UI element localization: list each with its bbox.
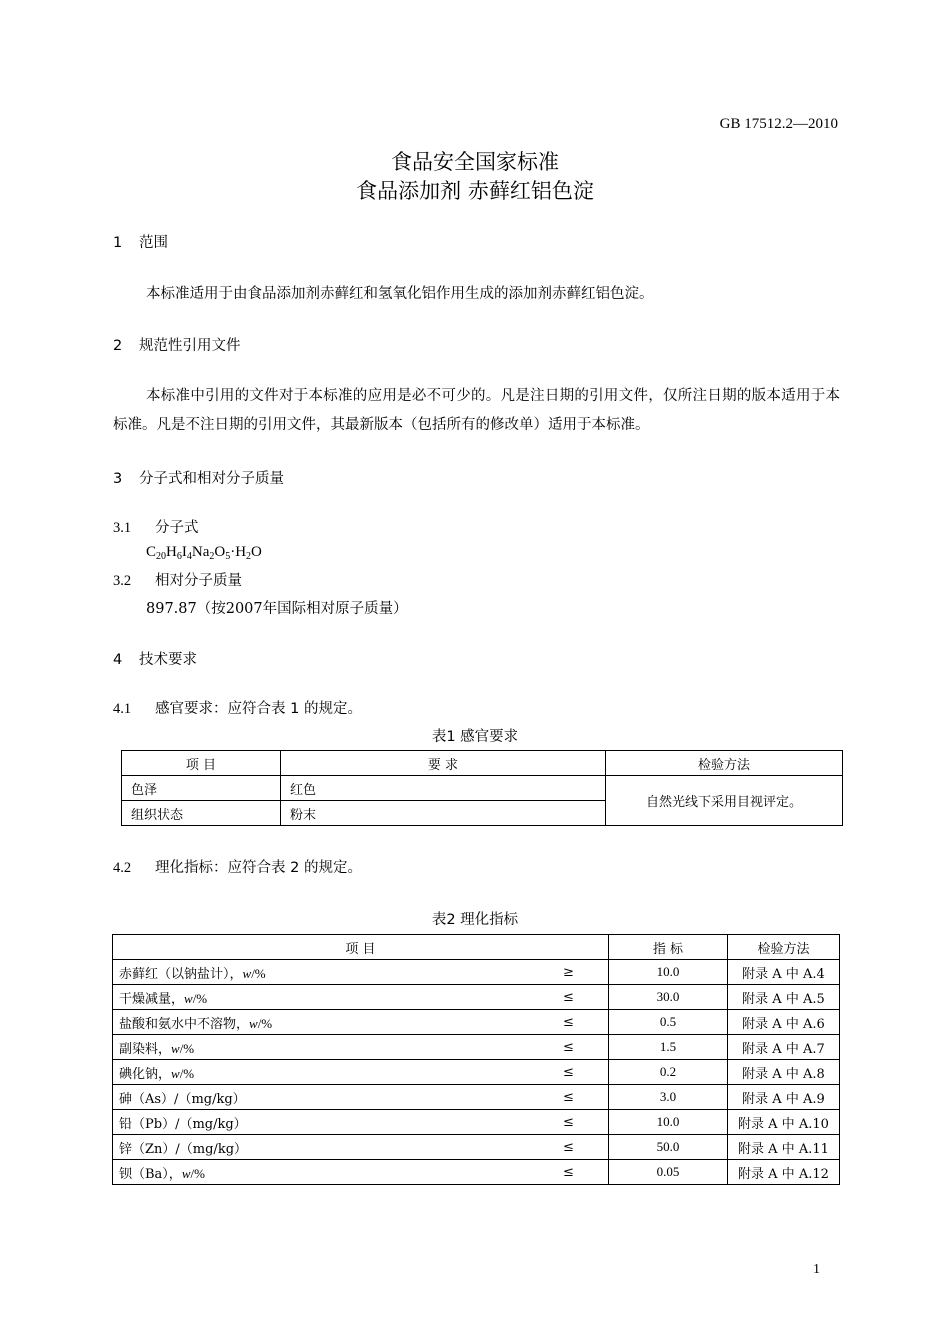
section-number: 3.2 <box>113 573 132 589</box>
table-cell-value: 1.5 <box>608 1035 727 1060</box>
table-header: 项 目 <box>122 751 281 776</box>
section-number: 1 <box>113 235 123 251</box>
table-cell: 粉末 <box>281 801 606 826</box>
page-number: 1 <box>813 1262 820 1277</box>
table-row <box>113 1135 840 1160</box>
table-cell-value: 0.5 <box>608 1010 727 1035</box>
section-number: 3 <box>113 471 123 487</box>
table-cell-item <box>113 1160 484 1185</box>
item-name: 干燥减量， <box>119 991 185 1007</box>
section-3-1-heading <box>113 516 199 537</box>
item-symbol: w <box>249 1015 258 1031</box>
item-name: 砷（As）/（mg/kg） <box>119 1091 246 1107</box>
table-cell-item <box>113 1060 484 1085</box>
section-4-heading <box>113 648 197 669</box>
table1 <box>121 750 843 826</box>
table-cell-method: 自然光线下采用目视评定。 <box>606 776 843 826</box>
table2-caption: 表2 理化指标 <box>431 912 519 928</box>
table-cell-operator: ≤ <box>484 1060 609 1085</box>
table-cell-value: 10.0 <box>608 1110 727 1135</box>
table-cell-item <box>113 1110 484 1135</box>
section-number: 4.1 <box>113 701 132 717</box>
section-1-heading <box>113 231 168 252</box>
table-cell-value: 10.0 <box>608 960 727 985</box>
section-1-text <box>113 280 838 309</box>
table-cell-method: 附录 A 中 A.12 <box>727 1160 839 1185</box>
section-number: 2 <box>113 338 123 354</box>
table-cell: 组织状态 <box>122 801 281 826</box>
section-title: 规范性引用文件 <box>139 338 241 354</box>
table-row <box>113 1085 840 1110</box>
section-2-heading <box>113 334 241 355</box>
section-3-heading <box>113 467 284 488</box>
table-header: 指 标 <box>608 935 727 960</box>
item-symbol: w <box>184 990 193 1006</box>
table-cell-item <box>113 1010 484 1035</box>
section-2-text <box>113 382 840 440</box>
item-symbol: w <box>171 1040 180 1056</box>
item-unit: /% <box>257 1015 273 1031</box>
section-4-1-heading <box>113 697 362 718</box>
section-number: 4 <box>113 652 123 668</box>
item-name: 锌（Zn）/（mg/kg） <box>119 1141 248 1157</box>
section-3-2-heading <box>113 569 242 590</box>
table-cell-value: 50.0 <box>608 1135 727 1160</box>
item-unit: /% <box>179 1065 195 1081</box>
table-cell: 红色 <box>281 776 606 801</box>
standard-number: GB 17512.2—2010 <box>719 116 838 132</box>
table1-caption: 表1 感官要求 <box>431 729 519 745</box>
item-symbol: w <box>242 965 252 981</box>
item-unit: /% <box>190 1165 205 1181</box>
section-4-2-heading <box>113 856 362 877</box>
table-header-row <box>122 751 843 776</box>
table-cell-operator: ≤ <box>484 1035 609 1060</box>
table-cell-operator: ≤ <box>484 1110 609 1135</box>
item-unit: /% <box>192 990 208 1006</box>
table-cell-method: 附录 A 中 A.4 <box>727 960 839 985</box>
table-row <box>113 985 840 1010</box>
table-cell: 色泽 <box>122 776 281 801</box>
table-cell-item <box>113 1085 484 1110</box>
table-cell-operator: ≤ <box>484 1160 609 1185</box>
item-name: 铅（Pb）/（mg/kg） <box>119 1116 247 1132</box>
table-header-row <box>113 935 840 960</box>
section-title: 相对分子质量 <box>155 573 242 589</box>
table-cell-operator: ≤ <box>484 1085 609 1110</box>
section-title: 范围 <box>139 235 168 251</box>
table-cell-method: 附录 A 中 A.11 <box>727 1135 839 1160</box>
table2 <box>112 934 840 1185</box>
table-header: 检验方法 <box>727 935 839 960</box>
table-cell-item <box>113 1035 484 1060</box>
item-name: 副染料， <box>119 1041 172 1057</box>
table-cell-value: 30.0 <box>608 985 727 1010</box>
table-cell-item <box>113 960 484 985</box>
table-row <box>113 1060 840 1085</box>
table-cell-method: 附录 A 中 A.10 <box>727 1110 839 1135</box>
item-unit: /% <box>179 1040 195 1056</box>
table-cell-operator: ≤ <box>484 985 609 1010</box>
section-number: 4.2 <box>113 860 132 876</box>
table-cell-method: 附录 A 中 A.9 <box>727 1085 839 1110</box>
table-cell-operator: ≥ <box>484 960 609 985</box>
item-name: 赤藓红（以钠盐计）， <box>119 966 243 982</box>
item-name: 盐酸和氨水中不溶物， <box>119 1016 250 1032</box>
paragraph: 本标准中引用的文件对于本标准的应用是必不可少的。凡是注日期的引用文件，仅所注日期的版本适用于本标准。凡是不注日期的引用文件，其最新版本（包括所有的修改单）适用于本标准。 <box>113 388 840 433</box>
molecular-formula: $C_{20}H_6I_4Na_2O_5\cdot H_2O$ <box>146 544 262 562</box>
section-title: 理化指标：应符合表 2 的规定。 <box>155 860 362 876</box>
table-cell-method: 附录 A 中 A.8 <box>727 1060 839 1085</box>
title-line1: 食品安全国家标准 <box>391 150 559 174</box>
table-row <box>113 1110 840 1135</box>
table-header: 检验方法 <box>606 751 843 776</box>
table-cell-operator: ≤ <box>484 1010 609 1035</box>
table-row <box>113 1160 840 1185</box>
item-name: 碘化钠， <box>119 1066 172 1082</box>
table-cell-value: 0.05 <box>608 1160 727 1185</box>
item-symbol: w <box>181 1165 191 1181</box>
table-row <box>113 1010 840 1035</box>
table-cell-method: 附录 A 中 A.5 <box>727 985 839 1010</box>
section-title: 技术要求 <box>139 652 197 668</box>
table-row <box>113 960 840 985</box>
table-row <box>122 776 843 801</box>
item-symbol: w <box>171 1065 180 1081</box>
table-cell-item <box>113 985 484 1010</box>
table-cell-method: 附录 A 中 A.7 <box>727 1035 839 1060</box>
table-cell-value: 3.0 <box>608 1085 727 1110</box>
title-line2: 食品添加剂 赤藓红铝色淀 <box>356 179 594 203</box>
paragraph: 本标准适用于由食品添加剂赤藓红和氢氧化铝作用生成的添加剂赤藓红铝色淀。 <box>146 286 654 302</box>
table-cell-method: 附录 A 中 A.6 <box>727 1010 839 1035</box>
item-name: 钡（Ba）， <box>119 1166 182 1182</box>
table-cell-item <box>113 1135 484 1160</box>
table-row <box>113 1035 840 1060</box>
section-number: 3.1 <box>113 520 132 536</box>
section-title: 分子式 <box>155 520 199 536</box>
table-header: 要 求 <box>281 751 606 776</box>
table-cell-value: 0.2 <box>608 1060 727 1085</box>
table-cell-operator: ≤ <box>484 1135 609 1160</box>
section-title: 感官要求：应符合表 1 的规定。 <box>155 701 362 717</box>
table-header: 项 目 <box>113 935 609 960</box>
item-unit: /% <box>251 965 266 981</box>
molecular-mass: 897.87（按2007年国际相对原子质量） <box>146 601 408 617</box>
section-title: 分子式和相对分子质量 <box>139 471 284 487</box>
